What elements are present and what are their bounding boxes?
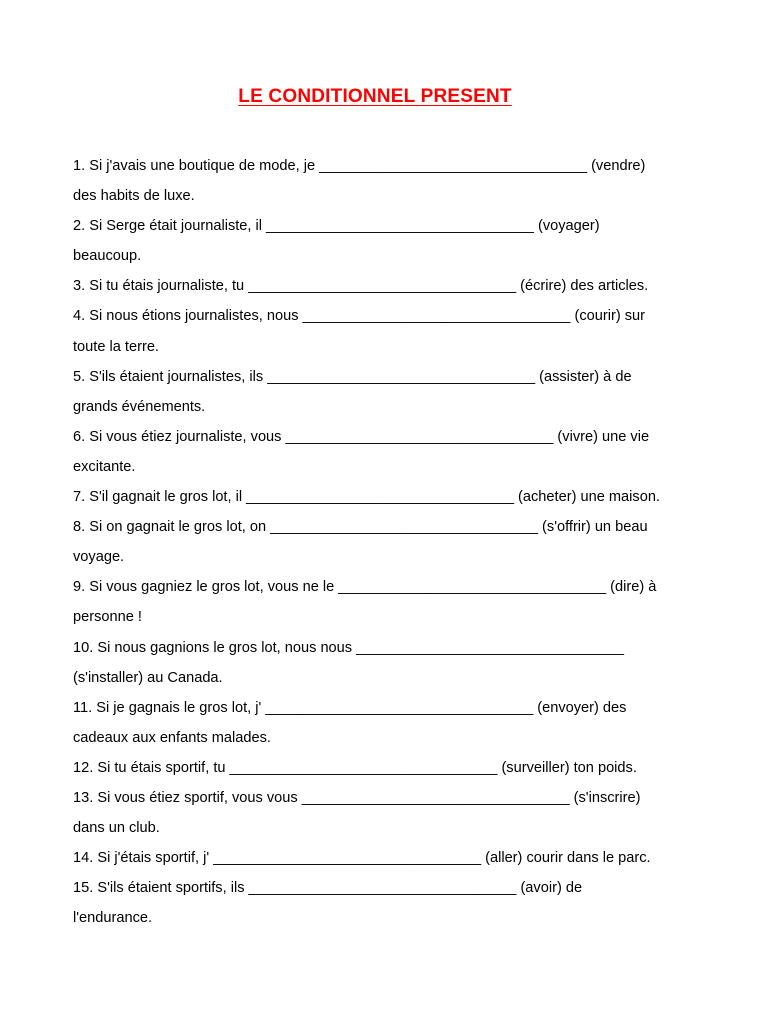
exercise-line: cadeaux aux enfants malades. [73,729,271,746]
exercise-list [73,151,683,933]
exercise-line: 10. Si nous gagnions le gros lot, nous nous _________________________________ [73,639,624,656]
exercise-line: 4. Si nous étions journalistes, nous _________________________________ (courir) sur [73,308,646,325]
exercise-line: 2. Si Serge était journaliste, il _________________________________ (voyager) [73,218,600,235]
exercise-line: 1. Si j'avais une boutique de mode, je _________________________________ (vendre) [73,158,646,174]
exercise-line: 8. Si on gagnait le gros lot, on _________________________________ (s'offrir) un beau [73,519,648,536]
exercise-line: dans un club. [73,820,160,837]
exercise-line: personne ! [73,609,142,626]
exercise-line: 7. S'il gagnait le gros lot, il _________________________________ (acheter) une maison. [73,489,660,506]
exercise-line: 11. Si je gagnais le gros lot, j' _________________________________ (envoyer) des [73,699,627,716]
exercise-line: grands événements. [73,398,206,415]
worksheet-title: LE CONDITIONNEL PRESENT [238,86,512,107]
exercise-line: 5. S'ils étaient journalistes, ils _________________________________ (assister) à de [73,368,632,385]
exercise-line: 9. Si vous gagniez le gros lot, vous ne le _________________________________ (dire) à [73,579,657,596]
exercise-line: voyage. [73,549,125,566]
exercise-line: des habits de luxe. [73,188,195,205]
exercise-line: 14. Si j'étais sportif, j' _________________________________ (aller) courir dans le parc. [73,850,651,867]
exercise-line: 15. S'ils étaient sportifs, ils _________________________________ (avoir) de [73,880,583,897]
exercise-line: 13. Si vous étiez sportif, vous vous _________________________________ (s'inscrire) [73,789,641,806]
exercise-line: 12. Si tu étais sportif, tu _________________________________ (surveiller) ton poids. [73,759,637,776]
exercise-line: 3. Si tu étais journaliste, tu _________________________________ (écrire) des articles. [73,278,649,295]
exercise-line: (s'installer) au Canada. [73,669,223,686]
exercise-line: toute la terre. [73,338,159,355]
exercise-line: beaucoup. [73,248,142,265]
exercise-line: excitante. [73,458,136,475]
exercise-line: l'endurance. [73,910,153,927]
exercise-line: 6. Si vous étiez journaliste, vous _________________________________ (vivre) une vie [73,428,650,445]
